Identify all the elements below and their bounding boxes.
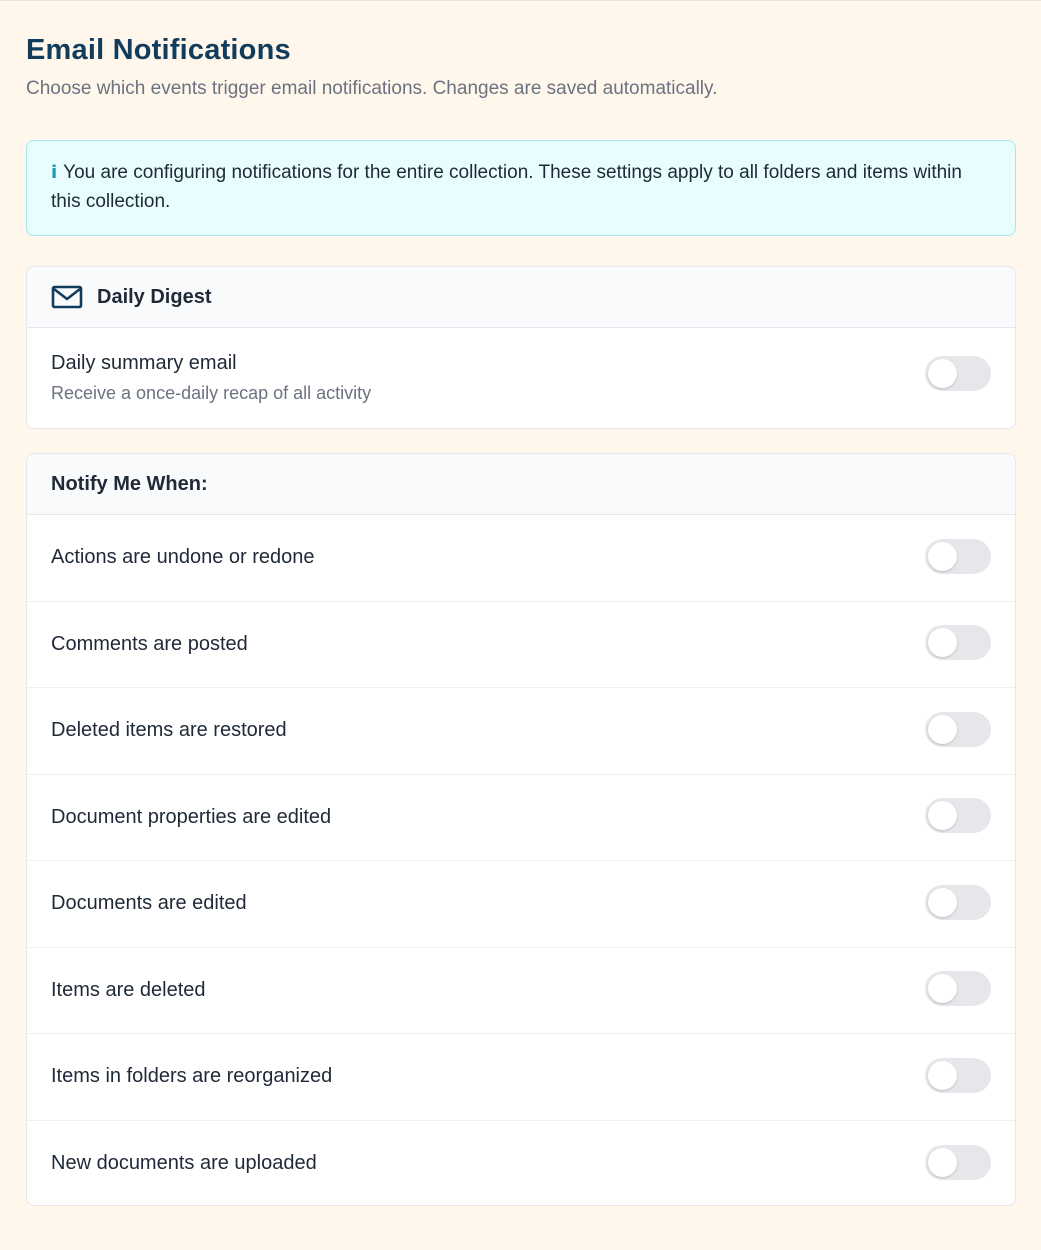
notify-me-when-card	[26, 453, 1016, 1206]
notify-toggle-comments[interactable]	[925, 625, 991, 660]
notify-row-uploaded	[27, 1121, 1015, 1207]
page-title: Email Notifications	[26, 34, 291, 66]
notify-row-items-deleted	[27, 948, 1015, 1035]
notify-toggle-reorganized[interactable]	[925, 1058, 991, 1093]
notify-row-undo-redo	[27, 515, 1015, 602]
notify-row-restored	[27, 688, 1015, 775]
daily-digest-card	[26, 266, 1016, 429]
toggle-knob	[928, 801, 957, 830]
notify-toggle-properties-edited[interactable]	[925, 798, 991, 833]
notify-toggle-items-deleted[interactable]	[925, 971, 991, 1006]
info-banner	[26, 140, 1016, 236]
notify-toggle-restored[interactable]	[925, 712, 991, 747]
daily-summary-toggle[interactable]	[925, 356, 991, 391]
notify-label: Documents are edited	[51, 892, 247, 915]
notify-me-when-title: Notify Me When:	[51, 472, 208, 495]
toggle-knob	[928, 628, 957, 657]
info-text: You are configuring notifications for the entire collection. These settings apply to all folders and items within this collection.	[51, 162, 962, 212]
daily-summary-label: Daily summary email	[51, 352, 237, 374]
daily-summary-row	[27, 328, 1015, 428]
daily-digest-header	[27, 267, 1015, 328]
toggle-knob	[928, 888, 957, 917]
notify-row-reorganized	[27, 1034, 1015, 1121]
notify-label: Items are deleted	[51, 978, 206, 1001]
notify-label: New documents are uploaded	[51, 1152, 317, 1175]
notify-label: Deleted items are restored	[51, 719, 287, 742]
notify-label: Document properties are edited	[51, 805, 332, 828]
toggle-knob	[928, 1061, 957, 1090]
email-notifications-page	[26, 32, 1016, 1206]
page-subtitle: Choose which events trigger email notifications. Changes are saved automatically.	[26, 78, 718, 99]
notify-label: Comments are posted	[51, 632, 248, 655]
info-icon: i	[51, 162, 58, 183]
notify-row-comments	[27, 602, 1015, 689]
toggle-knob	[928, 715, 957, 744]
toggle-knob	[928, 359, 957, 388]
mail-icon	[51, 285, 83, 309]
notify-label: Actions are undone or redone	[51, 546, 315, 569]
notify-toggle-documents-edited[interactable]	[925, 885, 991, 920]
toggle-knob	[928, 542, 957, 571]
notify-label: Items in folders are reorganized	[51, 1065, 333, 1088]
notify-toggle-undo-redo[interactable]	[925, 539, 991, 574]
daily-digest-title: Daily Digest	[97, 285, 212, 308]
notify-toggle-uploaded[interactable]	[925, 1145, 991, 1180]
notify-me-when-header	[27, 454, 1015, 515]
top-border	[0, 0, 1041, 4]
toggle-knob	[928, 974, 957, 1003]
daily-summary-description: Receive a once-daily recap of all activity	[51, 383, 372, 403]
notify-row-properties-edited	[27, 775, 1015, 862]
notify-row-documents-edited	[27, 861, 1015, 948]
toggle-knob	[928, 1148, 957, 1177]
